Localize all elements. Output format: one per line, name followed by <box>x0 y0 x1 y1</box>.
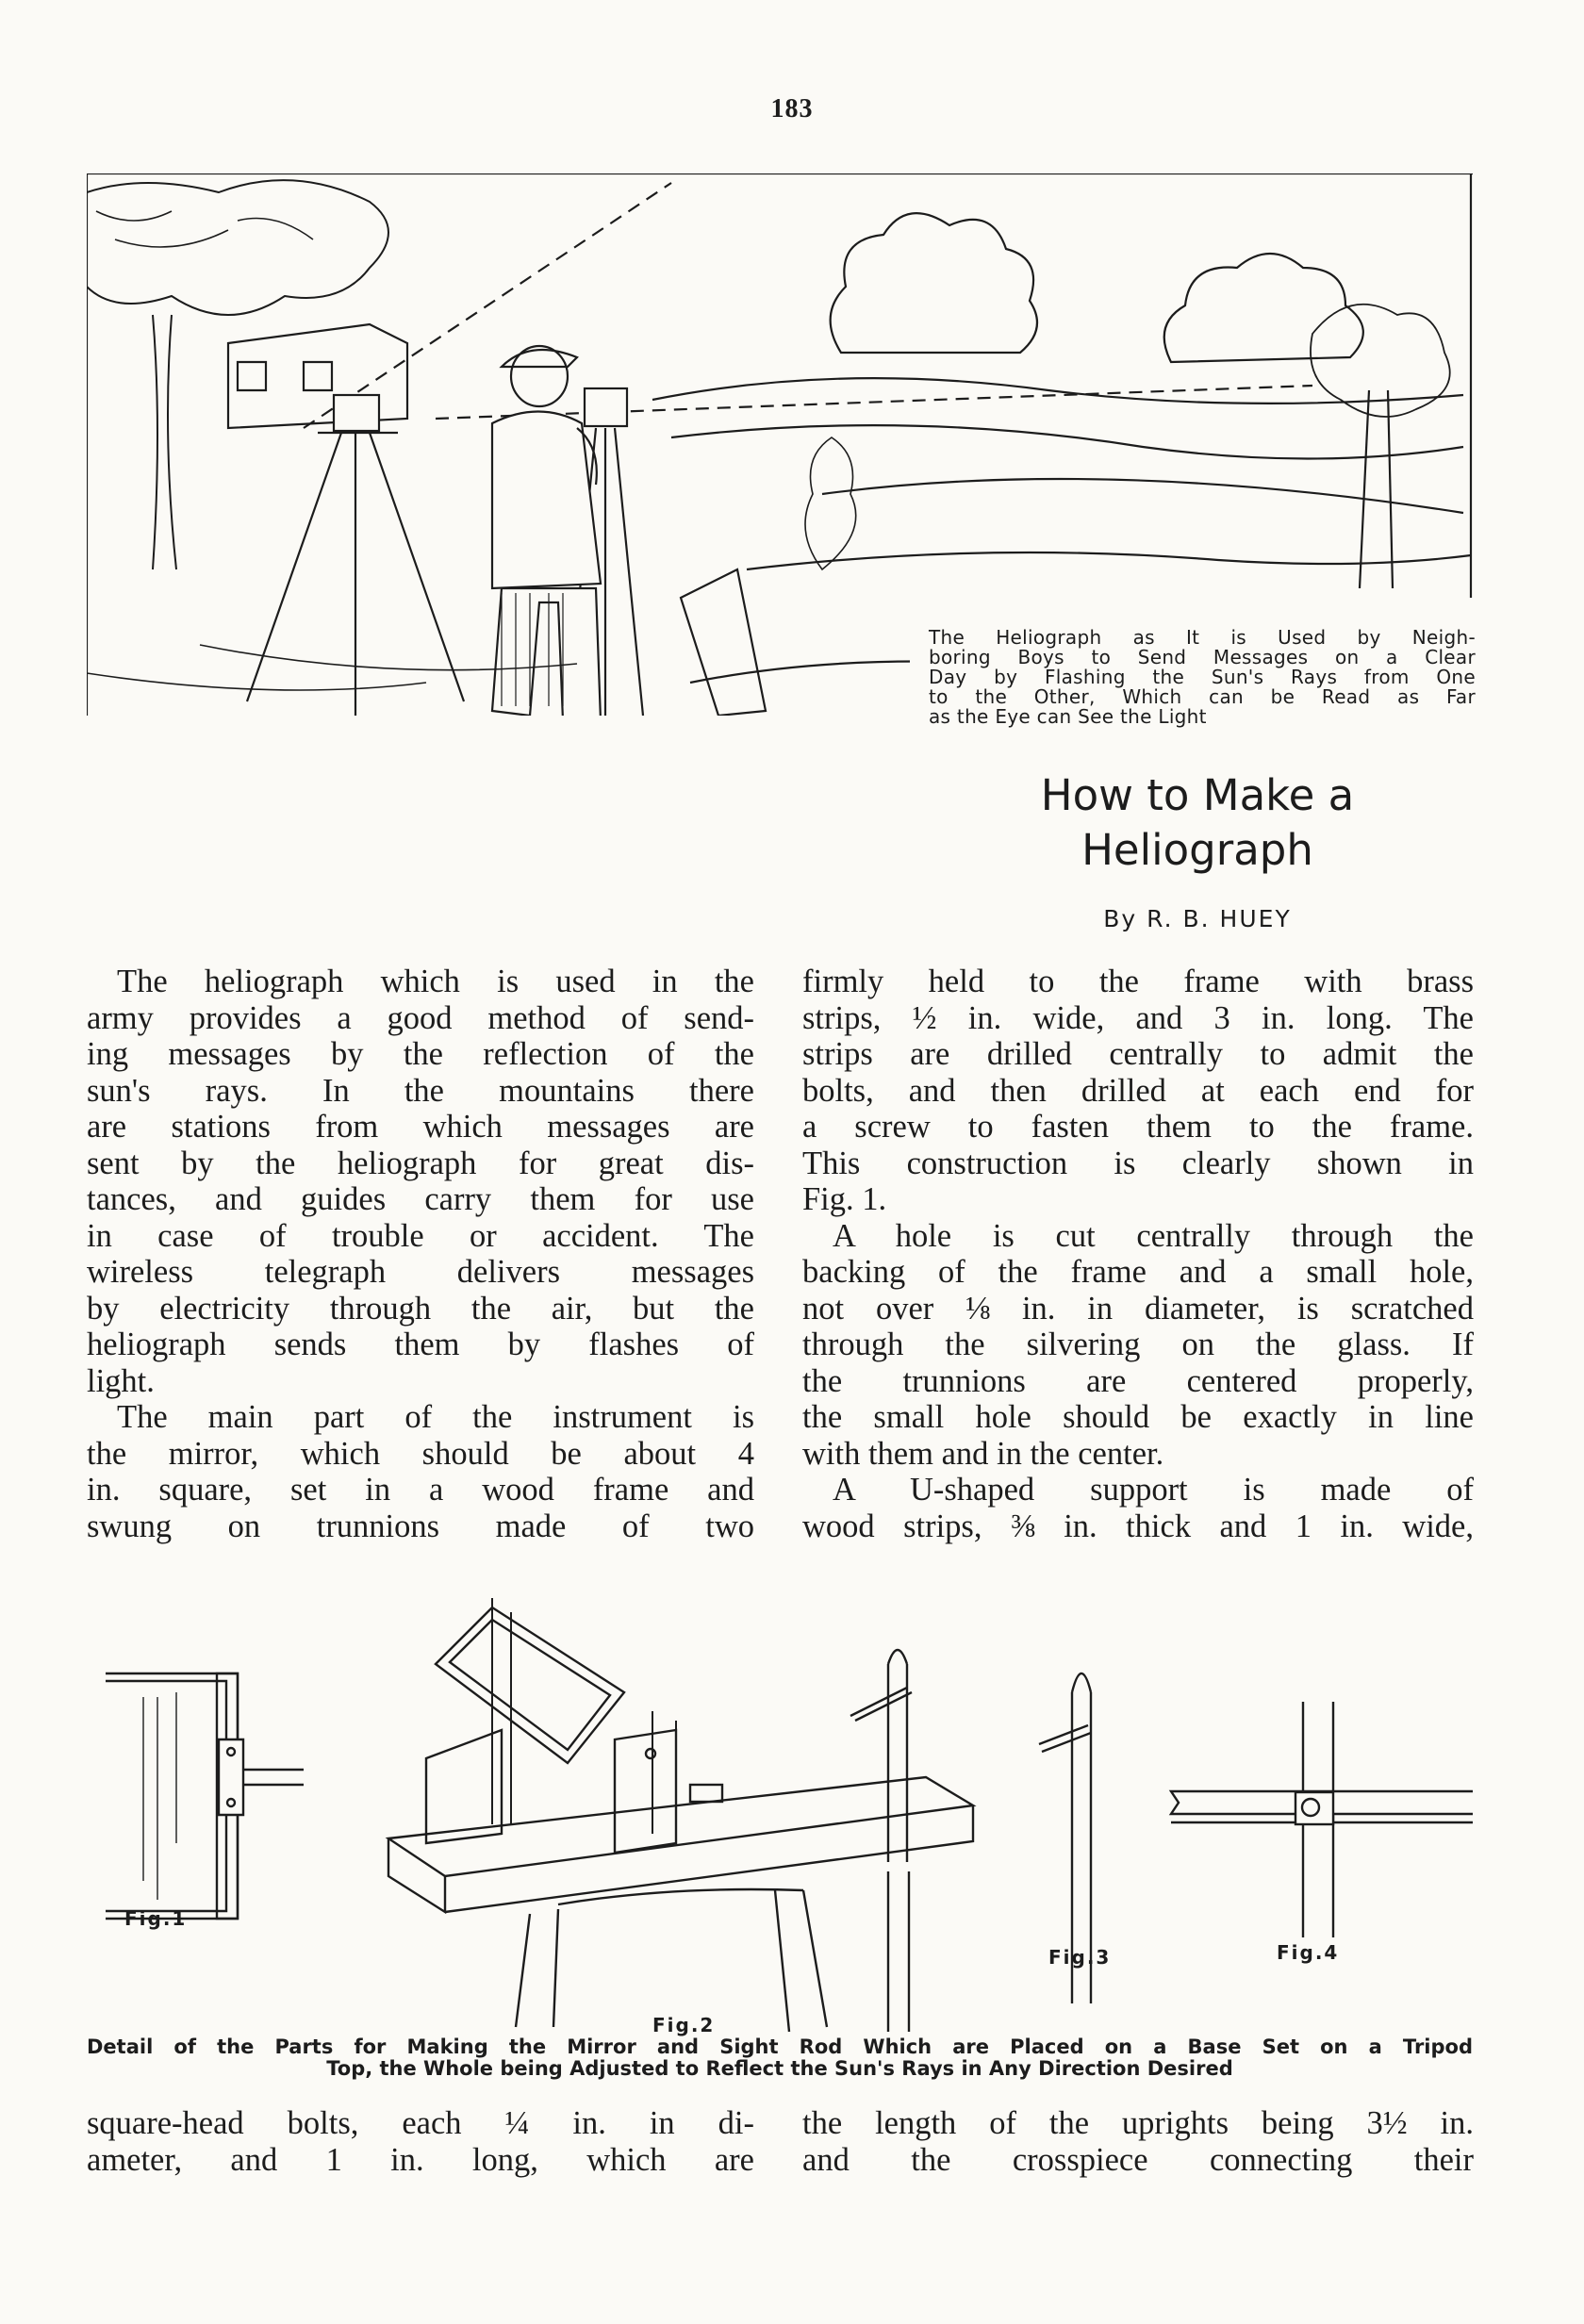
bottom-column-left <box>87 2105 754 2178</box>
body-line: through the silvering on the glass. If <box>802 1327 1474 1362</box>
parts-detail-figures <box>87 1560 1473 2041</box>
body-line: in. square, set in a wood frame and <box>87 1472 754 1508</box>
body-line: by electricity through the air, but the <box>87 1290 754 1327</box>
page-number: 183 <box>770 94 814 124</box>
figures-caption <box>87 2036 1473 2080</box>
body-line: This construction is clearly shown in <box>802 1145 1474 1181</box>
body-line: the length of the uprights being 3½ in. <box>802 2105 1474 2141</box>
title-line: How to Make a <box>1040 770 1355 820</box>
figures-caption-line: Top, the Whole being Adjusted to Reflect the Sun's Rays in Any Direction Desired <box>326 2057 1233 2080</box>
body-line: square-head bolts, each ¼ in. in di- <box>87 2105 754 2141</box>
body-line: with them and in the center. <box>802 1435 1164 1472</box>
body-line: firmly held to the frame with brass <box>802 964 1474 999</box>
body-line: are stations from which messages are <box>87 1109 754 1145</box>
figures-caption-line: Detail of the Parts for Making the Mirror and Sight Rod Which are Placed on a Base Set on a Tripod <box>87 2036 1473 2058</box>
body-line: ing messages by the reflection of the <box>87 1036 754 1072</box>
fig2-label: Fig.2 <box>652 2014 716 2036</box>
byline: By R. B. HUEY <box>1103 905 1292 932</box>
body-line: the small hole should be exactly in line <box>802 1399 1474 1435</box>
body-line: swung on trunnions made of two <box>87 1508 754 1544</box>
body-line: ameter, and 1 in. long, which are <box>87 2141 754 2178</box>
bottom-column-right <box>802 2105 1474 2178</box>
body-line: heliograph sends them by flashes of <box>87 1327 754 1362</box>
article-title <box>981 768 1414 878</box>
fig4-label: Fig.4 <box>1277 1941 1340 1964</box>
body-line: sent by the heliograph for great dis- <box>87 1145 754 1181</box>
body-line: bolts, and then drilled at each end for <box>802 1072 1474 1109</box>
body-line: A hole is cut centrally through the <box>833 1217 1474 1254</box>
body-line: and the crosspiece connecting their <box>802 2141 1474 2178</box>
body-line: army provides a good method of send- <box>87 999 754 1036</box>
body-line: backing of the frame and a small hole, <box>802 1254 1474 1290</box>
body-line: A U-shaped support is made of <box>833 1472 1474 1508</box>
fig1-label: Fig.1 <box>124 1907 188 1930</box>
caption-line: The Heliograph as It is Used by Neigh- <box>929 626 1476 649</box>
body-line: a screw to fasten them to the frame. <box>802 1109 1474 1145</box>
fig4-drawing <box>1171 1702 1473 1937</box>
body-line: wood strips, ⅜ in. thick and 1 in. wide, <box>802 1508 1474 1544</box>
fig3-label: Fig.3 <box>1048 1946 1112 1969</box>
body-line: the trunnions are centered properly, <box>802 1362 1474 1399</box>
title-line: Heliograph <box>1081 825 1313 875</box>
body-line: tances, and guides carry them for use <box>87 1181 754 1217</box>
caption-line: Day by Flashing the Sun's Rays from One <box>929 666 1476 688</box>
body-line: strips are drilled centrally to admit the <box>802 1036 1474 1072</box>
body-line: The heliograph which is used in the <box>117 964 754 999</box>
body-column-right <box>802 964 1474 1544</box>
body-line: strips, ½ in. wide, and 3 in. long. The <box>802 999 1474 1036</box>
fig1-drawing <box>106 1673 304 1919</box>
body-line: in case of trouble or accident. The <box>87 1217 754 1254</box>
body-line: sun's rays. In the mountains there <box>87 1072 754 1109</box>
body-line: not over ⅛ in. in diameter, is scratched <box>802 1290 1474 1327</box>
caption-line: boring Boys to Send Messages on a Clear <box>929 646 1476 668</box>
body-column-left <box>87 964 754 1544</box>
body-line: wireless telegraph delivers messages <box>87 1254 754 1290</box>
body-line: the mirror, which should be about 4 <box>87 1435 754 1472</box>
body-line: Fig. 1. <box>802 1181 887 1217</box>
top-illustration-caption <box>929 628 1476 727</box>
fig2-drawing <box>388 1598 973 2032</box>
body-line: light. <box>87 1362 155 1399</box>
caption-line: as the Eye can See the Light <box>929 705 1207 728</box>
body-line: The main part of the instrument is <box>117 1399 754 1435</box>
caption-line: to the Other, Which can be Read as Far <box>929 685 1476 708</box>
